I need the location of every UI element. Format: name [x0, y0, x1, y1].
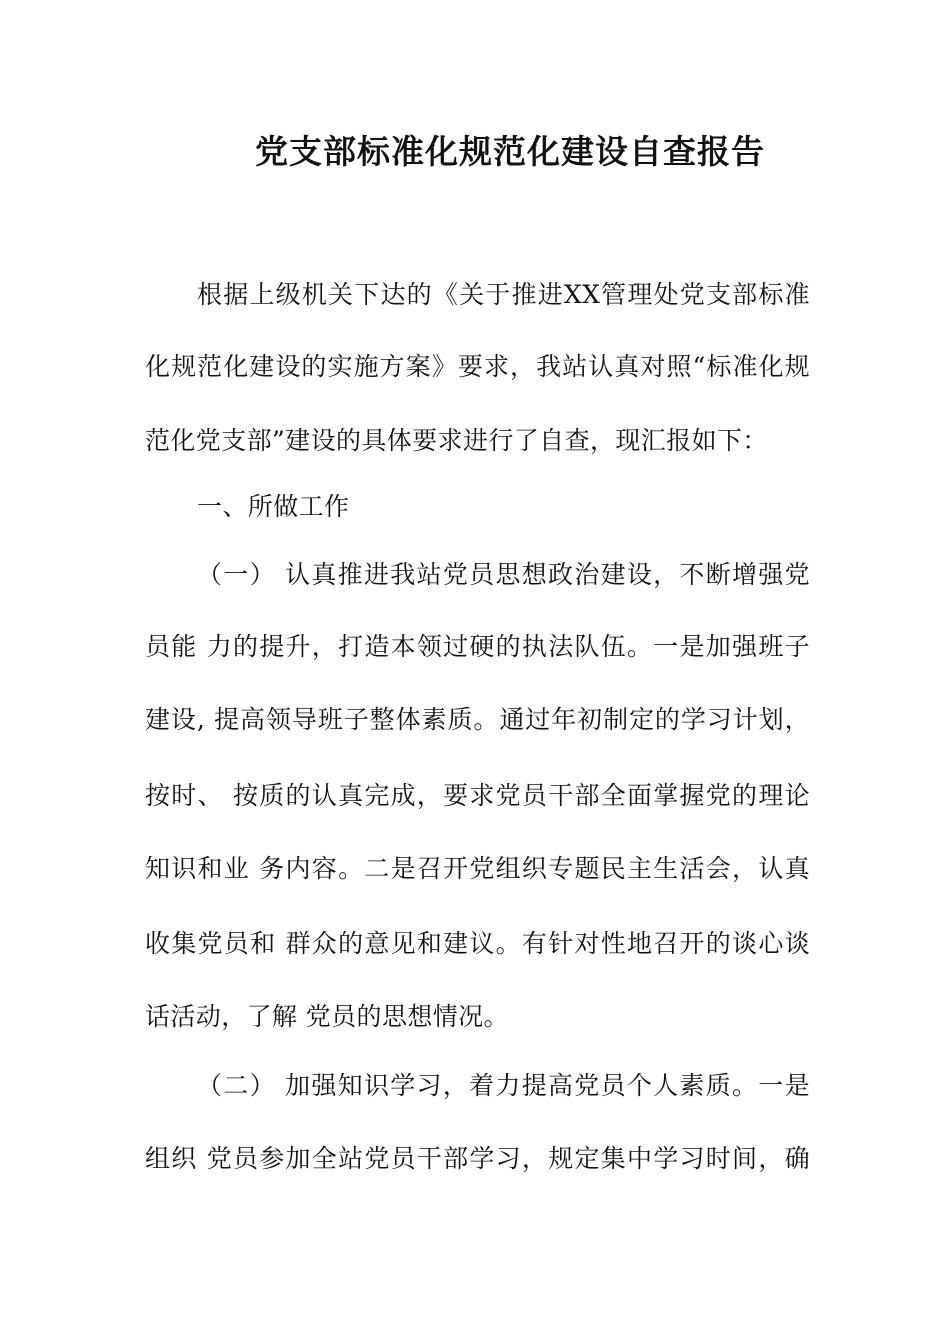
paragraph-line: （一） 认真推进我站党员思想政治建设，不断增强党: [197, 560, 810, 589]
paragraph-line: 组织 党员参加全站党员干部学习，规定集中学习时间，确: [145, 1144, 810, 1173]
paragraph-line: 根据上级机关下达的《关于推进XX管理处党支部标准: [197, 280, 810, 309]
document-title: 党支部标准化规范化建设自查报告: [255, 132, 765, 171]
paragraph-line: 按时、 按质的认真完成，要求党员干部全面掌握党的理论: [145, 781, 810, 810]
paragraph-line: 话活动，了解 党员的思想情况。: [145, 1002, 509, 1031]
paragraph-line: 范化党支部”建设的具体要求进行了自查，现汇报如下：: [145, 426, 768, 455]
paragraph-line: 建设, 提高领导班子整体素质。通过年初制定的学习计划，: [145, 705, 810, 734]
paragraph-line: （二） 加强知识学习，着力提高党员个人素质。一是: [197, 1071, 810, 1100]
paragraph-line: 化规范化建设的实施方案》要求，我站认真对照“标准化规: [145, 352, 810, 381]
section-heading: 一、所做工作: [197, 492, 350, 521]
paragraph-line: 员能 力的提升，打造本领过硬的执法队伍。一是加强班子: [145, 632, 810, 661]
paragraph-line: 收集党员和 群众的意见和建议。有针对性地召开的谈心谈: [145, 929, 810, 958]
paragraph-line: 知识和业 务内容。二是召开党组织专题民主生活会，认真: [145, 854, 810, 883]
